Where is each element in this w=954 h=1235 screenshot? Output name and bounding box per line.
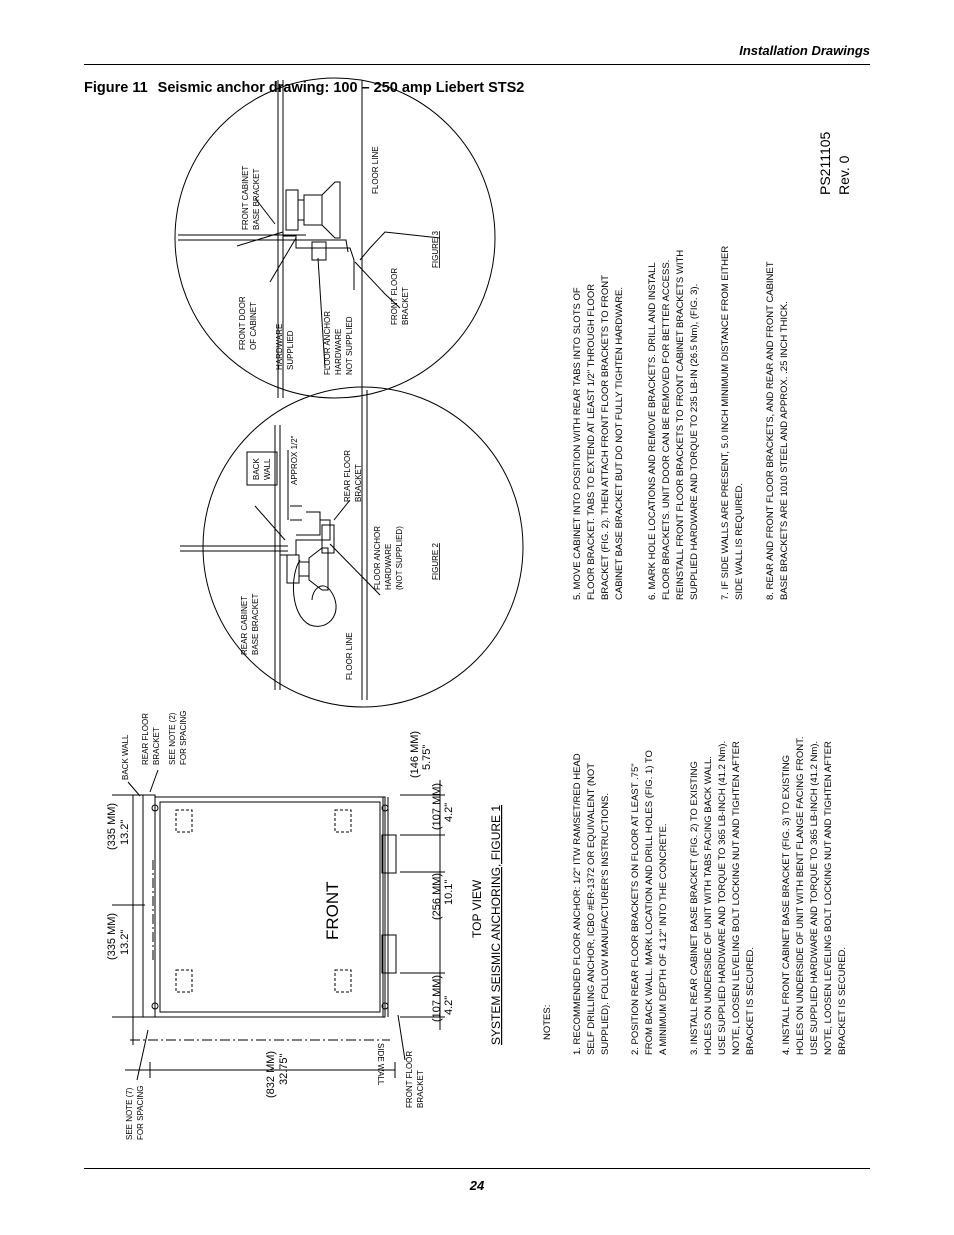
note-line: 1. RECOMMENDED FLOOR ANCHOR: 1/2" ITW RAMSET/RED HEAD bbox=[572, 753, 583, 1055]
fig2-approx-label: APPROX 1/2" bbox=[290, 435, 299, 485]
dim-3-mm: (832 MM) bbox=[265, 1050, 277, 1098]
fig3-floor-anchor-1: FLOOR ANCHOR bbox=[323, 310, 332, 375]
dim-4-mm: (107 MM) bbox=[431, 974, 443, 1022]
fig3-floor-anchor-3: NOT SUPPLIED bbox=[345, 316, 354, 375]
note-4 bbox=[781, 737, 848, 1055]
note-line: 8. REAR AND FRONT FLOOR BRACKETS, AND REAR AND FRONT CABINET bbox=[765, 261, 776, 600]
notes bbox=[542, 246, 848, 1055]
fig3-front-door-label-2: OF CABINET bbox=[249, 301, 258, 350]
dim-1-in: 13.2" bbox=[119, 819, 131, 845]
note-line: 6. MARK HOLE LOCATIONS AND REMOVE BRACKETS. DRILL AND INSTALL bbox=[647, 262, 658, 600]
fig2-rear-floor-bracket-1: REAR FLOOR bbox=[343, 449, 352, 502]
fig3-front-cabinet-bracket-2: BASE BRACKET bbox=[252, 168, 261, 230]
dim-4-in: 4.2" bbox=[443, 995, 455, 1015]
figure-number: Figure 11 bbox=[84, 80, 148, 96]
dim-1-mm: (335 MM) bbox=[106, 802, 118, 850]
top-view-plan bbox=[112, 770, 445, 1080]
dim-6-in: 4.2" bbox=[443, 802, 455, 822]
drawing-id bbox=[817, 131, 852, 195]
see-note-7-2: FOR SPACING bbox=[136, 1085, 145, 1140]
fig2-back-wall-1: BACK bbox=[252, 458, 261, 480]
fig2-floor-anchor-1: FLOOR ANCHOR bbox=[373, 525, 382, 590]
fig2-rear-cabinet-bracket-2: BASE BRACKET bbox=[251, 593, 260, 655]
note-line: HOLES ON UNDERSIDE OF UNIT WITH BENT FLANGE FACING FRONT. bbox=[795, 736, 806, 1055]
dim-7-in: 5.75" bbox=[421, 744, 433, 770]
fig3-floor-line: FLOOR LINE bbox=[371, 146, 380, 194]
running-header: Installation Drawings bbox=[739, 43, 870, 58]
fig2-floor-anchor-3: (NOT SUPPLIED) bbox=[395, 526, 404, 590]
fig3-hardware-supplied-1: HARDWARE bbox=[275, 323, 284, 370]
note-2 bbox=[630, 750, 669, 1055]
note-line: SUPPLIED). FOLLOW MANUFACTURER'S INSTRUCTIONS. bbox=[600, 792, 611, 1055]
notes-heading: NOTES: bbox=[542, 1004, 553, 1040]
page-number: 24 bbox=[469, 1178, 485, 1193]
note-line: SIDE WALL IS REQUIRED. bbox=[734, 482, 745, 600]
fig3-front-cabinet-bracket-1: FRONT CABINET bbox=[241, 165, 250, 230]
front-label: FRONT bbox=[323, 881, 342, 940]
note-line: FLOOR BRACKETS. UNIT DOOR CAN BE REMOVED FOR BETTER ACCESS. bbox=[661, 259, 672, 600]
see-note-7-1: SEE NOTE (7) bbox=[125, 1087, 134, 1140]
note-line: 3. INSTALL REAR CABINET BASE BRACKET (FIG. 2) TO EXISTING bbox=[689, 761, 700, 1055]
fig2-floor-line: FLOOR LINE bbox=[345, 632, 354, 680]
note-line: 5. MOVE CABINET INTO POSITION WITH REAR TABS INTO SLOTS OF bbox=[572, 287, 583, 600]
note-3 bbox=[689, 741, 756, 1055]
note-line: BRACKET (FIG. 2). THEN ATTACH FRONT FLOOR BRACKETS TO FRONT bbox=[600, 275, 611, 600]
footer-rule bbox=[84, 1168, 870, 1169]
fig3-hardware-supplied-2: SUPPLIED bbox=[286, 330, 295, 370]
note-line: A MINIMUM DEPTH OF 4.12" INTO THE CONCRETE. bbox=[658, 823, 669, 1055]
rear-floor-bracket-4: FOR SPACING bbox=[179, 710, 188, 765]
rear-floor-bracket-3: SEE NOTE (2) bbox=[168, 712, 177, 765]
fig3-floor-anchor-2: HARDWARE bbox=[334, 328, 343, 375]
note-line: HOLES ON UNDERSIDE OF UNIT WITH TABS FACING BACK WALL. bbox=[703, 756, 714, 1055]
fig3-label: FIGURE 3 bbox=[431, 231, 440, 268]
dim-7-mm: (146 MM) bbox=[409, 730, 421, 778]
note-6 bbox=[647, 250, 700, 600]
note-line: FROM BACK WALL. MARK LOCATION AND DRILL HOLES (FIG. 1) TO bbox=[644, 750, 655, 1055]
note-line: 4. INSTALL FRONT CABINET BASE BRACKET (FIG. 3) TO EXISTING bbox=[781, 754, 792, 1055]
system-anchoring-caption: SYSTEM SEISMIC ANCHORING, FIGURE 1 bbox=[489, 804, 503, 1045]
back-wall-label: BACK WALL bbox=[121, 734, 130, 780]
dim-6-mm: (107 MM) bbox=[431, 782, 443, 830]
note-line: USE SUPPLIED HARDWARE AND TORQUE TO 365 LB-INCH (41.2 Nm). bbox=[717, 740, 728, 1055]
note-line: FLOOR BRACKET. TABS TO EXTEND AT LEAST 1/2" THROUGH FLOOR bbox=[586, 283, 597, 600]
top-view-labels bbox=[121, 710, 503, 1140]
note-line: 2. POSITION REAR FLOOR BRACKETS ON FLOOR AT LEAST .75" bbox=[630, 763, 641, 1055]
front-floor-bracket-1: FRONT FLOOR bbox=[405, 1050, 414, 1108]
note-1 bbox=[572, 753, 611, 1055]
top-view-caption: TOP VIEW bbox=[470, 879, 484, 938]
note-line: BRACKET IS SECURED. bbox=[837, 946, 848, 1055]
note-line: BRACKET IS SECURED. bbox=[745, 946, 756, 1055]
rear-floor-bracket-1: REAR FLOOR bbox=[141, 712, 150, 765]
fig3-front-floor-bracket-1: FRONT FLOOR bbox=[390, 267, 399, 325]
fig2-rear-floor-bracket-2: BRACKET bbox=[354, 464, 363, 502]
fig2-rear-cabinet-bracket-1: REAR CABINET bbox=[240, 595, 249, 655]
drawing-rev: Rev. 0 bbox=[836, 155, 852, 195]
figure-3-labels bbox=[238, 146, 440, 375]
drawing-code: PS211105 bbox=[817, 131, 833, 195]
dim-5-in: 10.1" bbox=[443, 879, 455, 905]
note-line: REINSTALL FRONT FLOOR BRACKETS TO FRONT CABINET BRACKETS WITH bbox=[675, 249, 686, 600]
note-7 bbox=[720, 246, 745, 600]
note-line: USE SUPPLIED HARDWARE AND TORQUE TO 365 LB-INCH (41.2 Nm). bbox=[809, 740, 820, 1055]
dim-5-mm: (256 MM) bbox=[431, 872, 443, 920]
note-line: BASE BRACKETS ARE 1010 STEEL AND APPROX. .25 INCH THICK. bbox=[779, 301, 790, 600]
fig2-back-wall-2: WALL bbox=[263, 458, 272, 480]
front-floor-bracket-2: BRACKET bbox=[416, 1070, 425, 1108]
note-5 bbox=[572, 275, 625, 600]
dim-2-in: 13.2" bbox=[119, 929, 131, 955]
note-line: SUPPLIED HARDWARE AND TORQUE TO 235 LB-IN (26.5 Nm), (FIG. 3). bbox=[689, 283, 700, 600]
note-line: NOTE, LOOSEN LEVELING BOLT LOCKING NUT AND TIGHTEN AFTER bbox=[823, 741, 834, 1055]
note-line: CABINET BASE BRACKET BUT DO NOT FULLY TIGHTEN HARDWARE. bbox=[614, 286, 625, 600]
side-wall-label: SIDE WALL bbox=[376, 1043, 385, 1086]
fig3-front-floor-bracket-2: BRACKET bbox=[401, 287, 410, 325]
dim-2-mm: (335 MM) bbox=[106, 912, 118, 960]
figure-2-labels bbox=[240, 435, 440, 680]
fig3-front-door-label-1: FRONT DOOR bbox=[238, 296, 247, 350]
note-line: SELF DRILLING ANCHOR, ICBO #ER-1372 OR EQUIVALENT (NOT bbox=[586, 762, 597, 1055]
figure-caption: Seismic anchor drawing: 100 – 250 amp Liebert STS2 bbox=[157, 80, 525, 96]
note-line: 7. IF SIDE WALLS ARE PRESENT, 5.0 INCH MINIMUM DISTANCE FROM EITHER bbox=[720, 245, 731, 600]
note-line: NOTE, LOOSEN LEVELING BOLT LOCKING NUT AND TIGHTEN AFTER bbox=[731, 741, 742, 1055]
dim-3-in: 32.75" bbox=[278, 1053, 290, 1085]
fig2-floor-anchor-2: HARDWARE bbox=[384, 543, 393, 590]
rear-floor-bracket-2: BRACKET bbox=[152, 727, 161, 765]
fig2-label: FIGURE 2 bbox=[431, 543, 440, 580]
note-8 bbox=[765, 261, 790, 600]
